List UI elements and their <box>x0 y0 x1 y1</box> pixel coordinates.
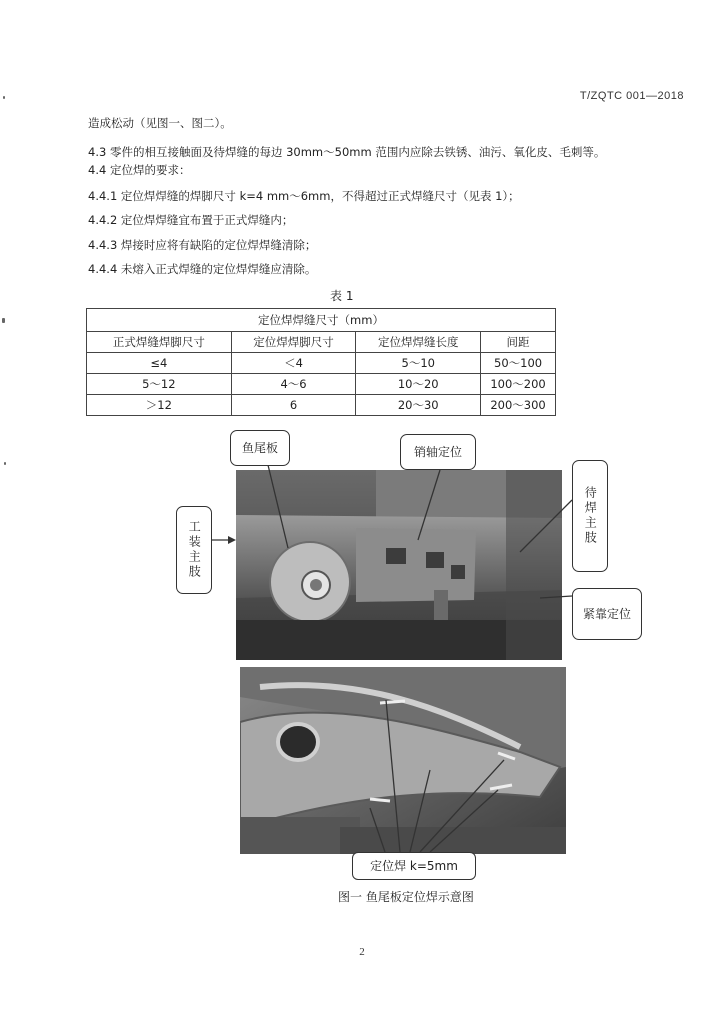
table-cell: 20～30 <box>356 395 481 416</box>
column-header: 间距 <box>481 332 556 353</box>
paragraph-4-4-2: 4.4.2 定位焊焊缝宜布置于正式焊缝内； <box>88 213 294 227</box>
table-cell: 6 <box>231 395 356 416</box>
table-cell: 5～12 <box>87 374 232 395</box>
callout-tooling-main-limb: 工装主肢 <box>176 506 212 594</box>
callout-clamp-positioning: 紧靠定位 <box>572 588 642 640</box>
table-title: 定位焊焊缝尺寸（mm） <box>87 309 556 332</box>
paragraph-continuation: 造成松动（见图一、图二）。 <box>88 116 232 130</box>
scan-speck <box>4 462 6 465</box>
column-header: 定位焊焊缝长度 <box>356 332 481 353</box>
figure-caption: 图一 鱼尾板定位焊示意图 <box>338 890 474 904</box>
callout-fishtail-plate: 鱼尾板 <box>230 430 290 466</box>
table-cell: ＜4 <box>231 353 356 374</box>
paragraph-4-3: 4.3 零件的相互接触面及待焊缝的每边 30mm～50mm 范围内应除去铁锈、油污、氧化皮、毛刺等。 <box>88 145 606 159</box>
paragraph-4-4-3: 4.4.3 焊接时应将有缺陷的定位焊焊缝清除； <box>88 238 317 252</box>
callout-tack-weld: 定位焊 k=5mm <box>352 852 476 880</box>
scan-speck <box>2 318 5 323</box>
table-cell: ＞12 <box>87 395 232 416</box>
paragraph-4-4-1: 4.4.1 定位焊焊缝的焊脚尺寸 k=4 mm～6mm，不得超过正式焊缝尺寸（见表 1）； <box>88 189 520 203</box>
document-code: T/ZQTC 001—2018 <box>579 90 684 102</box>
table-cell: 200～300 <box>481 395 556 416</box>
table-cell: 10～20 <box>356 374 481 395</box>
table-cell: 4～6 <box>231 374 356 395</box>
callout-weld-main-limb: 待焊主肢 <box>572 460 608 572</box>
column-header: 定位焊焊脚尺寸 <box>231 332 356 353</box>
page-number: 2 <box>359 946 365 958</box>
table-caption: 表 1 <box>330 289 354 303</box>
table-cell: 5～10 <box>356 353 481 374</box>
paragraph-4-4: 4.4 定位焊的要求： <box>88 163 191 177</box>
callout-pin-positioning: 销轴定位 <box>400 434 476 470</box>
paragraph-4-4-4: 4.4.4 未熔入正式焊缝的定位焊焊缝应清除。 <box>88 262 317 276</box>
table-cell: 100～200 <box>481 374 556 395</box>
table-cell: ≤4 <box>87 353 232 374</box>
column-header: 正式焊缝焊脚尺寸 <box>87 332 232 353</box>
scan-speck <box>3 96 5 99</box>
table-cell: 50～100 <box>481 353 556 374</box>
